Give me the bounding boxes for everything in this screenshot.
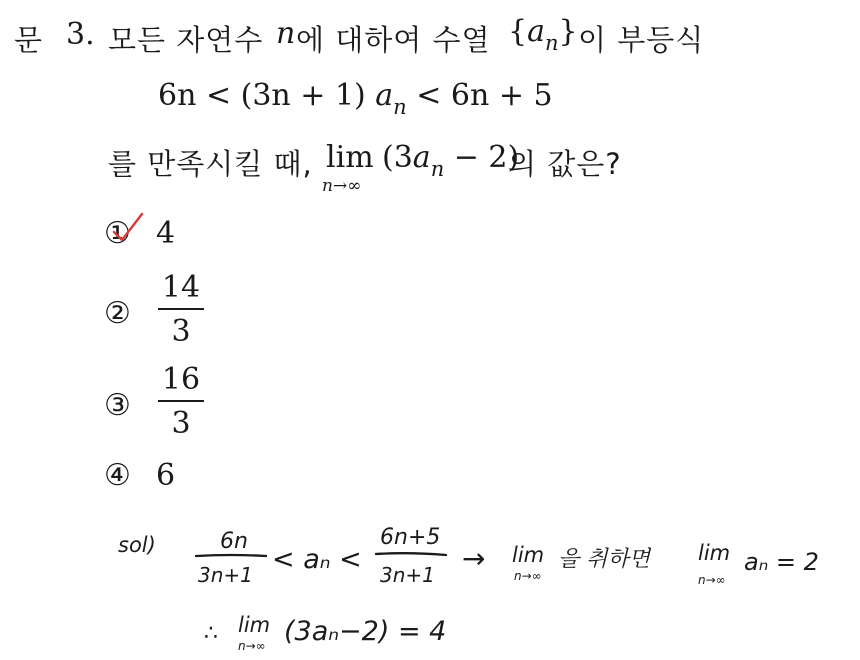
stem-text-2: 에 대하여 수열 bbox=[296, 23, 491, 57]
fraction-bar bbox=[158, 400, 204, 402]
lim-word: lim bbox=[326, 140, 374, 175]
inequality-a: a bbox=[375, 78, 394, 113]
choice-4-marker[interactable]: ④ bbox=[104, 458, 131, 493]
inequality-sub: n bbox=[393, 95, 407, 119]
choice-2-denominator: 3 bbox=[171, 314, 191, 349]
fraction-bar bbox=[376, 553, 446, 555]
expr-close: − 2) bbox=[444, 140, 520, 175]
solution-lim-2: lim bbox=[698, 541, 731, 565]
seq-sub: n bbox=[544, 31, 559, 55]
choice-1-value[interactable]: 4 bbox=[156, 216, 176, 251]
solution-middle: < aₙ < bbox=[272, 544, 362, 575]
solution-lim-2-under: n→∞ bbox=[698, 573, 726, 587]
inequality-left: 6n < (3n + 1) bbox=[158, 78, 376, 113]
solution-frac1-den: 3n+1 bbox=[198, 563, 253, 587]
fraction-bar bbox=[158, 308, 204, 310]
solution-result-1: aₙ = 2 bbox=[744, 548, 819, 576]
fraction-bar bbox=[196, 555, 266, 556]
choice-1-marker[interactable]: ① bbox=[104, 216, 131, 251]
solution-label: sol) bbox=[118, 533, 156, 557]
handwritten-solution bbox=[0, 510, 860, 660]
question-prefix: 를 만족시킬 때, bbox=[108, 147, 313, 181]
inequality bbox=[158, 78, 553, 119]
solution-note: 을 취하면 bbox=[558, 547, 651, 572]
solution-arrow: → bbox=[462, 542, 486, 575]
sequence-notation bbox=[508, 14, 578, 55]
problem-label: 문 bbox=[14, 23, 44, 57]
inequality-right: < 6n + 5 bbox=[406, 78, 553, 113]
problem-number: 3. bbox=[66, 17, 95, 52]
choice-2-fraction[interactable] bbox=[158, 270, 204, 350]
expr-open: (3 bbox=[382, 140, 413, 175]
expr-a: a bbox=[412, 140, 431, 175]
variable-n: n bbox=[276, 16, 296, 51]
choice-3-fraction[interactable] bbox=[158, 362, 204, 442]
stem-text-3: 이 부등식 bbox=[578, 23, 705, 57]
choice-3-numerator: 16 bbox=[161, 362, 201, 397]
choice-2-marker[interactable]: ② bbox=[104, 296, 131, 331]
solution-result-2: (3aₙ−2) = 4 bbox=[284, 616, 447, 647]
brace-open: { bbox=[508, 14, 528, 49]
brace-close: } bbox=[558, 14, 578, 49]
solution-frac2-den: 3n+1 bbox=[380, 563, 435, 587]
question-suffix: 의 값은? bbox=[508, 147, 622, 181]
solution-lim-1-under: n→∞ bbox=[514, 569, 542, 583]
choice-4-value[interactable]: 6 bbox=[156, 458, 176, 493]
therefore-symbol: ∴ bbox=[204, 621, 218, 646]
choice-3-marker[interactable]: ③ bbox=[104, 388, 131, 423]
solution-lim-1: lim bbox=[512, 543, 545, 567]
choice-3-denominator: 3 bbox=[171, 406, 191, 441]
solution-lim-3-under: n→∞ bbox=[238, 639, 266, 653]
solution-frac2-num: 6n+5 bbox=[380, 525, 441, 550]
choice-2-numerator: 14 bbox=[161, 270, 201, 305]
seq-a: a bbox=[527, 14, 545, 49]
expr-sub: n bbox=[430, 157, 445, 181]
lim-subscript: n→∞ bbox=[322, 176, 362, 196]
stem-text-1: 모든 자연수 bbox=[108, 23, 264, 57]
solution-lim-3: lim bbox=[238, 613, 271, 637]
limit-expression bbox=[382, 140, 520, 181]
solution-frac1-num: 6n bbox=[220, 529, 248, 554]
check-mark-icon bbox=[108, 210, 148, 246]
